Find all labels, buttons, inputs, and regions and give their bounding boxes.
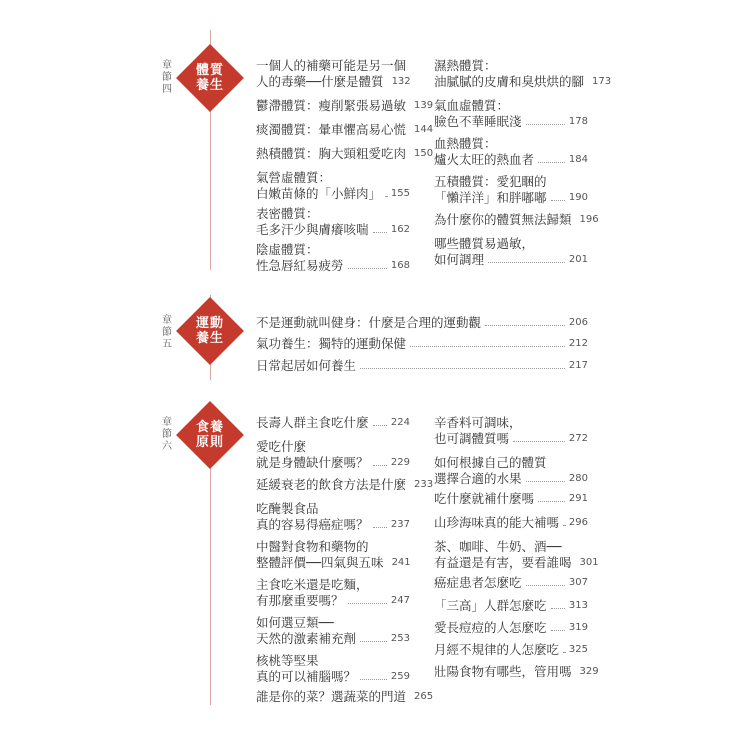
leader-dots — [348, 603, 387, 604]
toc-entry[interactable] — [256, 315, 588, 331]
toc-entry[interactable] — [256, 170, 410, 202]
page-number: 190 — [568, 192, 588, 203]
toc-entry[interactable] — [434, 174, 588, 206]
page-number: 173 — [592, 76, 612, 87]
toc-entry-title: 一個人的補藥可能是另一個 — [256, 58, 407, 73]
leader-dots — [373, 465, 387, 466]
chapter-5 — [0, 295, 750, 385]
toc-entry[interactable] — [434, 98, 588, 130]
leader-dots — [563, 525, 565, 526]
toc-entry-title: 「懶洋洋」和胖嘟嘟 — [434, 190, 547, 205]
page-number: 265 — [414, 691, 434, 702]
toc-entry-title: 油膩膩的皮膚和臭烘烘的腳 — [434, 74, 585, 89]
toc-entry-title: 主食吃米還是吃麵， — [256, 577, 369, 592]
badge-line-1: 體質 — [195, 63, 224, 78]
toc-entry-title: 性急唇紅易疲勞 — [256, 258, 344, 273]
toc-entry[interactable] — [256, 206, 410, 238]
page-number: 150 — [414, 148, 434, 159]
toc-entry[interactable] — [434, 598, 588, 614]
toc-entry-title: 吃醃製食品 — [256, 501, 319, 516]
toc-entry-title: 表密體質： — [256, 206, 319, 221]
leader-dots — [551, 200, 565, 201]
toc-entry-title: 氣血虛體質： — [434, 98, 510, 113]
page-number: 291 — [568, 493, 588, 504]
toc-entry[interactable] — [256, 358, 588, 374]
leader-dots — [360, 641, 387, 642]
toc-entry-title: 就是身體缺什麼嗎？ — [256, 455, 369, 470]
leader-dots — [410, 346, 565, 347]
page-number: 212 — [568, 338, 588, 349]
toc-entry[interactable] — [434, 575, 588, 591]
toc-entry[interactable] — [256, 501, 410, 533]
leader-dots — [563, 652, 565, 653]
page-number: 224 — [390, 417, 410, 428]
toc-entry-title: 長壽人群主食吃什麼 — [256, 415, 369, 430]
toc-entry[interactable] — [434, 212, 599, 228]
toc-entry[interactable] — [434, 664, 599, 680]
toc-entry-title: 壯陽食物有哪些，管用嗎 — [434, 664, 572, 679]
toc-entry-title: 吃什麼就補什麼嗎 — [434, 491, 535, 506]
badge-line-2: 原則 — [195, 435, 224, 450]
toc-entry-title: 不是運動就叫健身：什麼是合理的運動觀 — [256, 315, 482, 330]
toc-entry[interactable] — [256, 242, 410, 274]
page-number: 184 — [568, 154, 588, 165]
toc-entry-title: 有那麼重要嗎？ — [256, 593, 344, 608]
leader-dots — [373, 527, 387, 528]
toc-entry-title: 辛香料可調味， — [434, 415, 522, 430]
leader-dots — [526, 481, 565, 482]
page-number: 217 — [568, 360, 588, 371]
toc-entry-title: 茶、咖啡、牛奶、酒── — [434, 539, 562, 554]
page-number: 296 — [568, 517, 588, 528]
toc-entry-title: 愛吃什麼 — [256, 439, 307, 454]
leader-dots — [513, 441, 565, 442]
toc-entry-title: 熱積體質：胸大頸粗愛吃肉 — [256, 146, 407, 161]
badge-line-1: 運動 — [195, 316, 224, 331]
page-number: 319 — [568, 622, 588, 633]
toc-entry-title: 白嫩苗條的「小鮮肉」 — [256, 186, 382, 201]
leader-dots — [526, 124, 565, 125]
page-number: 155 — [390, 188, 410, 199]
page-number: 253 — [390, 633, 410, 644]
page-number: 168 — [390, 260, 410, 271]
page-number: 272 — [568, 433, 588, 444]
leader-dots — [373, 425, 387, 426]
toc-entry-title: 日常起居如何養生 — [256, 358, 357, 373]
chapter-label: 章節四 — [162, 60, 172, 95]
page-number: 132 — [391, 76, 411, 87]
toc-entry-title: 濕熱體質： — [434, 58, 497, 73]
toc-entry-title: 愛長痘痘的人怎麼吃 — [434, 620, 547, 635]
toc-entry-title: 氣功養生：獨特的運動保健 — [256, 336, 407, 351]
toc-entry-title: 如何調理 — [434, 252, 485, 267]
toc-entry-title: 真的容易得癌症嗎？ — [256, 517, 369, 532]
page-number: 237 — [390, 519, 410, 530]
chapter-badge — [186, 54, 234, 102]
toc-entry[interactable] — [434, 539, 599, 571]
page-number: 201 — [568, 254, 588, 265]
toc-entry-title: 臉色不華睡眠淺 — [434, 114, 522, 129]
toc-entry-title: 爐火太旺的熱血者 — [434, 152, 535, 167]
toc-entry-title: 五積體質：愛犯睏的 — [434, 174, 547, 189]
toc-entry-title: 如何選豆類── — [256, 615, 334, 630]
chapter-6 — [0, 405, 750, 715]
leader-dots — [551, 630, 565, 631]
toc-entry-title: 有益還是有害，要看誰喝 — [434, 555, 572, 570]
toc-entry[interactable] — [256, 122, 434, 138]
badge-line-2: 養生 — [195, 331, 224, 346]
toc-entry-title: 毛多汗少與膚癢咳喘 — [256, 222, 369, 237]
leader-dots — [360, 368, 565, 369]
leader-dots — [551, 608, 565, 609]
chapter-4 — [0, 30, 750, 280]
page-number: 325 — [568, 644, 588, 655]
page-number: 139 — [414, 100, 434, 111]
page-number: 301 — [579, 557, 599, 568]
leader-dots — [526, 585, 565, 586]
page-number: 247 — [390, 595, 410, 606]
toc-entry[interactable] — [434, 136, 588, 168]
toc-entry-title: 延緩衰老的飲食方法是什麼 — [256, 477, 407, 492]
toc-entry-title: 山珍海味真的能大補嗎 — [434, 515, 560, 530]
toc-entry[interactable] — [434, 642, 588, 658]
toc-entry-title: 誰是你的菜？選蔬菜的門道 — [256, 689, 407, 704]
toc-entry-title: 癌症患者怎麼吃 — [434, 575, 522, 590]
page-number: 259 — [390, 671, 410, 682]
toc-entry-title: 為什麼你的體質無法歸類 — [434, 212, 572, 227]
toc-entry[interactable] — [256, 98, 434, 114]
chapter-label: 章節六 — [162, 417, 172, 452]
page-number: 313 — [568, 600, 588, 611]
page-number: 178 — [568, 116, 588, 127]
toc-entry-title: 選擇合適的水果 — [434, 471, 522, 486]
toc-entry[interactable] — [256, 539, 410, 571]
toc-entry[interactable] — [256, 58, 410, 90]
page-number: 206 — [568, 317, 588, 328]
toc-entry[interactable] — [256, 577, 410, 609]
toc-entry[interactable] — [256, 439, 410, 471]
badge-line-2: 養生 — [195, 78, 224, 93]
chapter-label: 章節五 — [162, 315, 172, 350]
toc-entry-title: 整體評價──四氣與五味 — [256, 555, 384, 570]
toc-entry[interactable] — [256, 336, 588, 352]
toc-entry-title: 真的可以補腦嗎？ — [256, 669, 357, 684]
page-number: 162 — [390, 224, 410, 235]
page-number: 241 — [391, 557, 411, 568]
toc-entry[interactable] — [256, 689, 434, 705]
toc-entry[interactable] — [434, 415, 588, 447]
toc-entry-title: 月經不規律的人怎麼吃 — [434, 642, 560, 657]
leader-dots — [348, 268, 387, 269]
toc-entry[interactable] — [434, 515, 588, 531]
page-number: 280 — [568, 473, 588, 484]
toc-entry-title: 「三高」人群怎麼吃 — [434, 598, 547, 613]
toc-entry-title: 氣營虛體質： — [256, 170, 332, 185]
toc-entry-title: 痰濁體質：暈車懼高易心慌 — [256, 122, 407, 137]
toc-entry[interactable] — [256, 653, 410, 685]
toc-entry-title: 如何根據自己的體質 — [434, 455, 547, 470]
toc-entry[interactable] — [434, 455, 588, 487]
toc-entry-title: 核桃等堅果 — [256, 653, 319, 668]
leader-dots — [373, 232, 387, 233]
leader-dots — [538, 501, 565, 502]
toc-entry-title: 陰虛體質： — [256, 242, 319, 257]
page-number: 307 — [568, 577, 588, 588]
badge-line-1: 食養 — [195, 420, 224, 435]
toc-entry[interactable] — [256, 146, 434, 162]
toc-entry[interactable] — [434, 491, 588, 507]
page-number: 233 — [414, 479, 434, 490]
toc-entry-title: 也可調體質嗎 — [434, 431, 510, 446]
toc-entry-title: 天然的激素補充劑 — [256, 631, 357, 646]
toc-entry[interactable] — [256, 477, 434, 493]
toc-entry-title: 中醫對食物和藥物的 — [256, 539, 369, 554]
page-number: 144 — [414, 124, 434, 135]
toc-entry-title: 血熱體質： — [434, 136, 497, 151]
toc-entry[interactable] — [256, 615, 410, 647]
leader-dots — [385, 196, 387, 197]
toc-entry-title: 哪些體質易過敏， — [434, 236, 535, 251]
page-number: 229 — [390, 457, 410, 468]
leader-dots — [488, 262, 565, 263]
toc-entry-title: 人的毒藥──什麼是體質 — [256, 74, 384, 89]
leader-dots — [360, 679, 387, 680]
page-number: 329 — [579, 666, 599, 677]
leader-dots — [538, 162, 565, 163]
toc-entry[interactable] — [434, 58, 612, 90]
toc-entry[interactable] — [434, 236, 588, 268]
toc-entry-title: 鬱滯體質：瘦削緊張易過敏 — [256, 98, 407, 113]
page-number: 196 — [579, 214, 599, 225]
toc-entry[interactable] — [434, 620, 588, 636]
chapter-badge — [186, 411, 234, 459]
toc-entry[interactable] — [256, 415, 410, 431]
leader-dots — [485, 325, 565, 326]
chapter-badge — [186, 307, 234, 355]
